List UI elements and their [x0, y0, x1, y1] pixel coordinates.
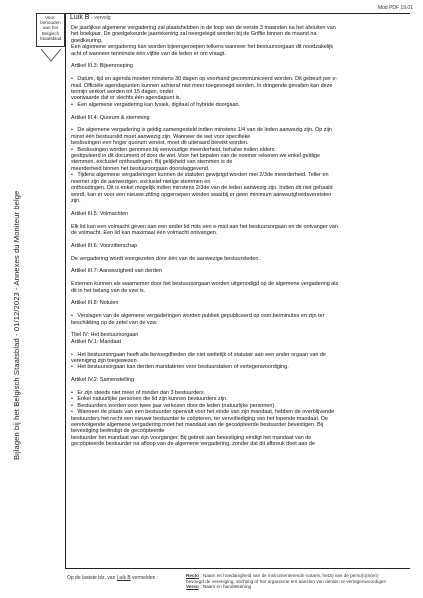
body-line: dit in het belang van de vzw is.: [71, 287, 146, 294]
body-line: • Er zijn steeds niet meer of minder dan 3 bestuurders.: [71, 389, 206, 396]
body-line: meerderheid binnen het bestuursorgaan doorslaggevend.: [71, 165, 210, 172]
body-line: voorwaarde dat er slechts één agendapunt is.: [71, 95, 182, 102]
reserved-box-line: aan het: [42, 25, 59, 31]
body-line: onthoudingen. Dit is enkel mogelijk indien minstens 2/3de van de leden aanwezig zijn. Indien dit niet gehaald: [71, 185, 333, 192]
body-line: • Tijdens algemene vergaderingen kunnen de statuten gewijzigd worden met 2/3de meerderheid. Teller en: [71, 172, 329, 179]
body-line: De vergadering wordt voorgezeten door één van de aanwezige bestuursleden.: [71, 255, 260, 262]
reserved-box-line: behouden: [40, 20, 61, 26]
body-line: bestuurders het recht een nieuwe bestuurder te coöpteren, ter vervollediging van het lopende mandaat. De: [71, 415, 328, 422]
body-line: stemmen, exclusief onthoudingen. Bij gelijkheid van stemmen is de: [71, 159, 233, 166]
body-line: Artikel III.3: Bijeenroeping: [71, 63, 133, 70]
body-line: wordt, kan er voor een nieuwe zitting opgeroepen worden waarbij er geen minimum aanwezigheidsvereisten: [71, 191, 332, 198]
body-line: • Verslagen van de algemene vergaderingen worden publiek gepubliceerd op osm.be/minutes en zijn ter: [71, 313, 325, 320]
body-line: noemer zijn de aanwezigen, exclusief nietige stemmen en: [71, 178, 211, 185]
reserved-box: [36, 13, 65, 47]
footer-notes: [186, 573, 416, 590]
body-line: gestipuleerd in dit document of door de wet. Voor het bepalen van de noemer rekenen we enkel geldige: [71, 153, 321, 160]
body-line: • Beslissingen worden genomen bij eenvoudige meerderheid, behalve indien elders: [71, 146, 275, 153]
footer-instruction: [67, 575, 158, 581]
body-line: Artikel III.4: Quorum & stemming: [71, 114, 150, 121]
body-line: Titel IV: Het bestuursorgaan: [71, 332, 139, 339]
body-line: • Enkel natuurlijke personen die lid zijn kunnen bestuurders zijn.: [71, 396, 228, 403]
body-line: de volmacht. Een lid kan maximaal één volmacht ontvangen.: [71, 229, 218, 236]
recto-key: Recto: [186, 573, 200, 578]
body-line: • Een algemene vergadering kan fysiek, digitaal of hybride doorgaan.: [71, 101, 241, 108]
section-heading: [70, 14, 111, 21]
body-line: eerstvolgende algemene vergadering moet het mandaat van de gecoöpteerde bestuurder bevestigen. Bij: [71, 421, 324, 428]
verso-text: : Naam en handtekening: [198, 584, 252, 590]
body-line: zijn.: [71, 197, 81, 204]
reserved-box-line: Staatsblad: [39, 35, 62, 41]
down-arrow-icon: [40, 48, 62, 62]
body-line: • Het bestuursorgaan heeft alle bevoegdheden die niet wettelijk of statutair aan een ander orgaan van de: [71, 351, 326, 358]
document-body: [71, 25, 406, 448]
body-line: gecoöpteerde bestuurder na afloop van de algemene vergadering, zonder dat dit afbreuk doet aan de: [71, 441, 315, 448]
top-rule: [65, 13, 410, 14]
body-line: bestuurder het mandaat van zijn voorganger. Bij gebrek aan bevestiging eindigt het mandaat van de: [71, 434, 312, 441]
luik-label: Luik B: [70, 14, 90, 21]
body-line: mail. Officiële agendapunten kunnen achteraf niet meer toegevoegd worden. In dringende gevallen kan deze: [71, 82, 333, 89]
margin-rule: [65, 13, 66, 568]
body-line: • Bestuurders worden voor twee jaar verkozen door de leden (natuurlijke personen).: [71, 402, 276, 409]
body-line: Artikel IV.2: Samenstelling: [71, 377, 134, 384]
publication-side-text: Bijlagen bij het Belgisch Staatsblad - 01/12/2023 - Annexes du Moniteur belge: [12, 190, 21, 460]
body-line: • Wanneer de plaats van een bestuurder openvalt voor het einde van zijn mandaat, hebben de overblijvende: [71, 409, 335, 416]
body-line: Artikel III.7: Aanwezigheid van derden: [71, 268, 162, 275]
body-line: minst één bestuurslid moet aanwezig zijn. Wanneer de wet voor specifieke: [71, 133, 251, 140]
body-line: termijn verkort worden tot 15 dagen, onder: [71, 89, 174, 96]
body-line: Artikel III.8: Notulen: [71, 300, 119, 307]
recto-text: : Naam en hoedanigheid van de instrumenterende notaris, hetzij van de perso(o)n(en): [199, 573, 379, 578]
body-line: het boekjaar. De goedgekeurde jaarrekening zal neergelegd worden bij de Griffie binnen de maand na: [71, 31, 317, 38]
body-line: Een algemene vergadering kan worden bijeengeroepen telkens wanneer het bestuursorgaan dit noodzakelijk: [71, 44, 334, 51]
body-line: goedkeuring.: [71, 37, 103, 44]
body-line: Artikel III.5: Volmachten: [71, 210, 129, 217]
body-line: beslissingen een hoger quorum vereist, moet dit uiteraard bereikt worden.: [71, 140, 249, 147]
body-line: • Datum, tijd en agenda moeten minstens 30 dagen op voorhand gecommuniceerd worden. Dit gebeurt per e-: [71, 76, 338, 83]
body-line: Elk lid kan een volmacht geven aan een ander lid mits een e-mail aan het bestuursorgaan en de ontvanger van: [71, 223, 338, 230]
footer-luik-link: Luik B: [116, 575, 131, 581]
verso-key: Verso: [186, 584, 199, 590]
body-line: Externen kunnen als waarnemer door het bestuursorgaan worden uitgenodigd op de algemene vergadering als: [71, 281, 339, 288]
body-line: • Het bestuursorgaan kan derden mandateren voor bestuurstaken of vertegenwoordiging.: [71, 364, 289, 371]
bottom-rule: [65, 568, 410, 569]
reserved-box-line: Voor-: [45, 15, 56, 20]
body-line: • De algemene vergadering is geldig samengesteld indien minstens 1/4 van de leden aanwezig zijn. Op zijn: [71, 127, 332, 134]
body-line: Artikel IV.1: Mandaat: [71, 338, 121, 345]
form-model-label: Mod PDF 19.01: [377, 5, 413, 11]
footer-suffix: vermelden :: [130, 575, 159, 581]
body-line: Artikel III.6: Voorzitterschap: [71, 242, 138, 249]
body-line: De jaarlijkse algemene vergadering zal plaatshebben in de loop van de eerste 3 maanden na het afsluiten van: [71, 25, 336, 31]
body-line: acht of wanneer tenminste één vijfde van de leden er om vraagt.: [71, 50, 226, 57]
body-line: bevestiging beëindigt de gecoöpteerde: [71, 428, 165, 435]
vervolg-label: - vervolg: [91, 15, 111, 21]
body-line: beschikking op de zetel van de vzw.: [71, 319, 158, 326]
footer-verso: [186, 584, 416, 590]
footer-recto-line2: bevoegd de vereniging, stichting of het organisme ten aanzien van derden te vertegenwoordigen: [186, 578, 387, 584]
body-line: vereniging zijn toegewezen.: [71, 357, 139, 364]
reserved-box-line: Belgisch: [41, 30, 60, 36]
footer-prefix: Op de laatste blz. van: [67, 575, 117, 581]
